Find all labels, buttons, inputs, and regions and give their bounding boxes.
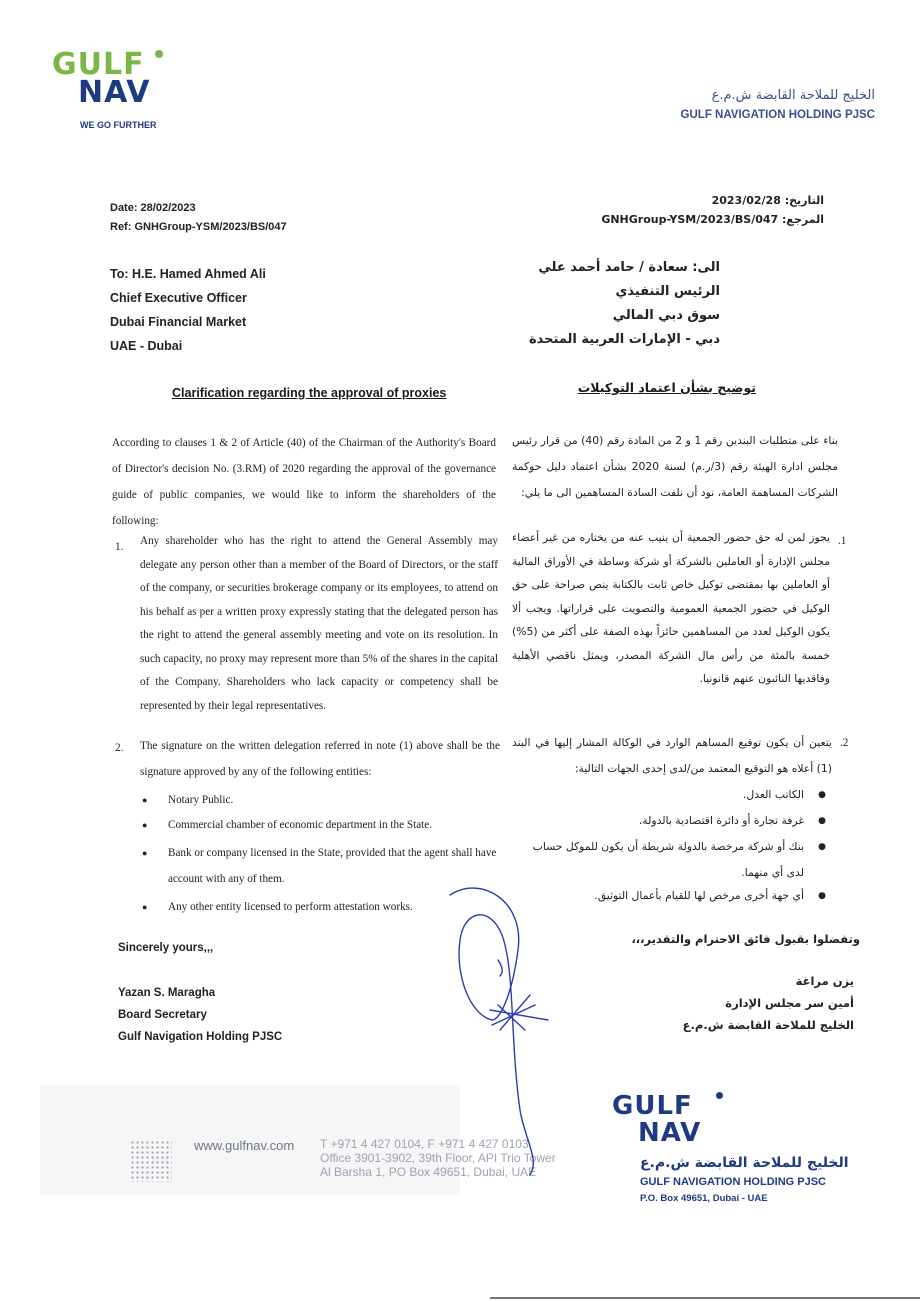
signatory-line: Gulf Navigation Holding PJSC (118, 1031, 283, 1043)
company-name-english: GULF NAVIGATION HOLDING PJSC (680, 109, 875, 121)
addressee-line: سوق دبي المالي (612, 308, 720, 323)
intro-en: According to clauses 1 & 2 of Article (40) of the Chairman of the Authority's Board of Director's decision No. (3.RM) of 2020 regarding the approval of the governance guide of public companies, we would like to inform the shareholders of the following: (112, 437, 496, 527)
ref-en: Ref: GNHGroup-YSM/2023/BS/047 (110, 221, 287, 233)
footer-contact-line: Al Barsha 1, PO Box 49651, Dubai, UAE (320, 1165, 537, 1179)
logo-word-nav: NAV (78, 75, 151, 110)
addressee-line: دبي - الإمارات العربية المتحدة (528, 332, 720, 347)
signatory-line: Board Secretary (118, 1009, 207, 1021)
item2-number-en: 2. (115, 742, 124, 754)
logo-word-gulf: GULF (52, 47, 145, 82)
closing-en: Sincerely yours,,, (118, 942, 214, 954)
item1-en: Any shareholder who has the right to attend the General Assembly may delegate any person other than a member of the Board of Directors, or the staff of the company, or securities brokerage company or its employees, to attend on his behalf as per a written proxy expressly stating that the delegated person has the right to attend the general assembly meeting and vote on its resolution. In such capacity, no proxy may represent more than 5% of the shares in the capital of the Company. Shareholders who lack capacity or competency shall be represented by their legal representatives. (140, 535, 498, 712)
subject-ar: توضيح بشأن اعتماد التوكيلات (577, 380, 756, 395)
ref-ar: المرجع: GNHGroup-YSM/2023/BS/047 (601, 213, 824, 226)
addressee-line: UAE - Dubai (110, 339, 183, 353)
handwritten-signature (430, 880, 560, 1180)
registered-mark-icon (155, 50, 163, 58)
bullet-ar-2: ● غرفة تجارة أو دائرة اقتصادية بالدولة. (639, 808, 804, 834)
item1-number-ar: .1 (838, 535, 847, 547)
bottom-divider (490, 1297, 920, 1299)
intro-ar: بناء على متطلبات البندين رقم 1 و 2 من المادة رقم (40) من قرار رئيس مجلس ادارة الهيئة رقم (3/ر.م) لسنة 2020 بشأن اعتماد دليل حوكمة الشركات المساهمة العامة، نود أن نلفت السادة المساهمين الى ما يلي: (512, 434, 839, 499)
stamp-dot-icon (716, 1092, 723, 1099)
logo-tagline: WE GO FURTHER (80, 120, 157, 130)
bullet-ar-1: ● الكاتب العدل. (743, 782, 804, 808)
stamp-pobox: P.O. Box 49651, Dubai - UAE (640, 1193, 768, 1204)
item2-en: The signature on the written delegation referred in note (1) above shall be the signature approved by any of the following entities: (140, 740, 500, 778)
signatory-line: الخليج للملاحة القابضة ش.م.ع (682, 1018, 854, 1032)
addressee-line: الرئيس التنفيذي (615, 284, 720, 299)
closing-ar: وتفضلوا بقبول فائق الاحترام والتقدير،،، (631, 932, 860, 946)
addressee-line: Dubai Financial Market (110, 315, 247, 329)
addressee-line: To: H.E. Hamed Ahmed Ali (110, 267, 266, 281)
addressee-ar (420, 256, 720, 352)
signatory-ar (634, 970, 854, 1036)
signatory-line: أمين سر مجلس الإدارة (725, 996, 854, 1010)
bullet-ar-4: ● أي جهة أخرى مرخص لها للقيام بأعمال التوثيق. (594, 883, 804, 909)
stamp-logo-gulf: GULF (612, 1091, 693, 1121)
company-name-arabic: الخليج للملاحة القابضة ش.م.ع (711, 88, 875, 103)
footer-contact-line: T +971 4 427 0104, F +971 4 427 0103 (320, 1137, 529, 1151)
item2-ar: يتعين أن يكون توقيع المساهم الوارد في الوكالة المشار إليها في البند (1) أعلاه هو التوقيع المعتمد من/لدى إحدى الجهات التالية: (512, 736, 832, 775)
item1-number-en: 1. (115, 541, 124, 553)
date-en: Date: 28/02/2023 (110, 202, 196, 214)
dot-grid-icon (130, 1140, 172, 1182)
footer-contact-line: Office 3901-3902, 39th Floor, API Trio Tower (320, 1151, 556, 1165)
addressee-line: Chief Executive Officer (110, 291, 247, 305)
item2-number-ar: .2 (840, 737, 849, 749)
stamp-company-ar: الخليج للملاحة القابضة ش.م.ع (640, 1155, 849, 1171)
subject-en: Clarification regarding the approval of proxies (172, 386, 447, 400)
addressee-line: الى: سعادة / حامد أحمد علي (538, 260, 720, 275)
bullet-en-4: ● Any other entity licensed to perform attestation works. (168, 894, 413, 920)
signatory-en (118, 982, 282, 1048)
stamp-logo-nav: NAV (638, 1118, 702, 1148)
signatory-line: Yazan S. Maragha (118, 987, 216, 999)
bullet-en-1: ● Notary Public. (168, 787, 233, 813)
bullet-en-2: ● Commercial chamber of economic department in the State. (168, 812, 432, 838)
date-ar: التاريخ: 2023/02/28 (711, 194, 824, 207)
bullet-en-3: ● Bank or company licensed in the State, provided that the agent shall have account with any of them. (168, 840, 504, 892)
item1-ar: يجوز لمن له حق حضور الجمعية أن ينيب عنه من يختاره من غير أعضاء مجلس الإدارة أو العاملين بالشركة أو شركة وساطة في الأوراق المالية أو العاملين بها بمقتضى توكيل خاص ثابت بالكتابة ينص صراحة على حق الوكيل في حضور الجمعية العمومية والتصويت على قراراتها. ويجب ألا يكون الوكيل لعدد من المساهمين حائزاً بهذه الصفة على أكثر من (5%) خمسة بالمئة من رأس مال الشركة المصدر، ويمثل ناقصي الأهلية وفاقديها النائبون عنهم قانونيا. (512, 531, 830, 685)
footer-website[interactable]: www.gulfnav.com (194, 1138, 295, 1153)
signatory-line: يزن مراغة (795, 974, 854, 988)
stamp-company-en: GULF NAVIGATION HOLDING PJSC (640, 1176, 826, 1188)
bullet-ar-3: ● بنك أو شركة مرخصة بالدولة شريطة أن يكون للموكل حساب لدى أي منهما. (514, 834, 804, 886)
addressee-en (110, 262, 266, 358)
